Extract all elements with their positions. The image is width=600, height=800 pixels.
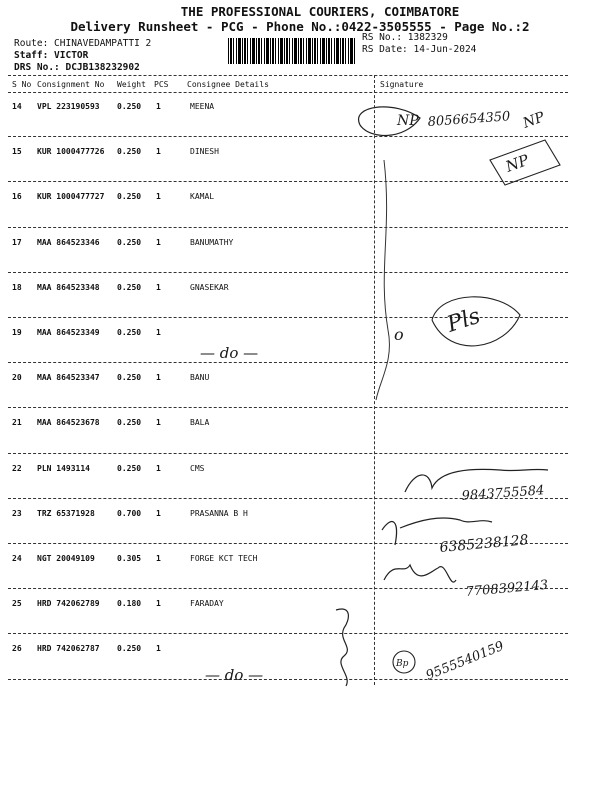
row-consignment: VPL 223190593 (37, 102, 100, 111)
col-consignee: Consignee Details (187, 80, 269, 89)
row-pcs: 1 (156, 102, 161, 111)
row-weight: 0.180 (117, 599, 142, 609)
row-weight: 0.250 (117, 418, 142, 428)
col-signature: Signature (380, 80, 424, 89)
rs-number: RS No.: 1382329 (362, 32, 448, 43)
row-separator (8, 317, 568, 318)
row-consignee: BANUMATHY (190, 237, 234, 247)
signature-26-number: 9555540159 (423, 638, 507, 684)
table-row (0, 593, 600, 637)
signature-22-number: 9843755584 (461, 483, 545, 504)
row-pcs: 1 (156, 282, 161, 292)
row-consignee: FARADAY (190, 599, 224, 609)
row-consignee: GNASEKAR (190, 282, 229, 292)
signature-24-number: 7708392143 (465, 577, 549, 600)
row-weight: 0.250 (117, 282, 142, 292)
row-weight: 0.250 (117, 644, 142, 654)
row-sno: 18 (12, 282, 22, 292)
table-row (0, 186, 600, 230)
row-separator (8, 588, 568, 589)
row-consignment: KUR 1000477727 (37, 192, 105, 202)
ditto-19: — do — (200, 344, 259, 362)
route-label: Route: CHINAVEDAMPATTI 2 (14, 38, 152, 49)
pls-mark: Pls (444, 303, 484, 338)
row-weight: 0.250 (117, 147, 142, 157)
row-weight: 0.250 (117, 192, 142, 202)
row-sno: 16 (12, 192, 22, 202)
row-sno: 19 (12, 328, 22, 337)
row-consignee: BANU (190, 373, 210, 383)
row-pcs: 1 (156, 599, 161, 609)
signature-26-initials: Bp (396, 659, 409, 669)
row-consignment: MAA 864523349 (37, 328, 100, 337)
row-consignment: HRD 742062789 (37, 599, 100, 609)
row-consignment: NGT 20049109 (37, 554, 95, 563)
row-weight: 0.250 (117, 373, 142, 383)
row-consignment: PLN 1493114 (37, 463, 90, 473)
table-row (0, 367, 600, 411)
barcode (228, 38, 355, 64)
row-weight: 0.305 (117, 554, 142, 563)
rs-date: RS Date: 14-Jun-2024 (362, 44, 477, 55)
row-weight: 0.250 (117, 102, 142, 111)
row-consignment: MAA 864523678 (37, 418, 100, 428)
table-row (0, 503, 600, 547)
row-sno: 15 (12, 147, 22, 157)
table-row (0, 277, 600, 321)
row-weight: 0.700 (117, 508, 142, 518)
np-number-14: 8056654350 (427, 109, 511, 130)
row-pcs: 1 (156, 644, 161, 654)
row-sno: 17 (12, 237, 22, 247)
row-pcs: 1 (156, 147, 161, 157)
row-consignment: MAA 864523347 (37, 373, 100, 383)
col-consignment: Consignment No (37, 80, 105, 89)
table-row (0, 548, 600, 592)
np-side-mark-14: NP (520, 109, 547, 132)
row-weight: 0.250 (117, 237, 142, 247)
table-row (0, 638, 600, 682)
col-sno: S No (12, 80, 32, 89)
row-sno: 21 (12, 418, 22, 428)
row-weight: 0.250 (117, 328, 142, 337)
row-sno: 20 (12, 373, 22, 383)
table-row (0, 322, 600, 366)
row-separator (8, 498, 568, 499)
row-consignment: MAA 864523346 (37, 237, 100, 247)
row-separator (8, 453, 568, 454)
row-pcs: 1 (156, 508, 161, 518)
row-separator (8, 272, 568, 273)
col-weight: Weight (117, 80, 146, 89)
company-title: THE PROFESSIONAL COURIERS, COIMBATORE (180, 4, 460, 19)
col-pcs: PCS (154, 80, 169, 89)
row-separator (8, 181, 568, 182)
header-top-rule (8, 75, 568, 76)
table-row (0, 96, 600, 140)
row-pcs: 1 (156, 554, 161, 563)
runsheet-subtitle: Delivery Runsheet - PCG - Phone No.:0422-3505555 - Page No.:2 (70, 19, 530, 34)
header-bottom-rule (8, 92, 568, 93)
row-pcs: 1 (156, 237, 161, 247)
row-pcs: 1 (156, 373, 161, 383)
table-row (0, 412, 600, 456)
signature-23-number: 6385238128 (438, 532, 530, 556)
row-sno: 24 (12, 554, 22, 563)
row-consignee: FORGE KCT TECH (190, 554, 258, 563)
staff-label: Staff: VICTOR (14, 50, 89, 61)
row-consignee: BALA (190, 418, 210, 428)
row-consignment: MAA 864523348 (37, 282, 100, 292)
row-sno: 23 (12, 508, 22, 518)
row-consignee: KAMAL (190, 192, 215, 202)
ditto-stroke-19: o (394, 325, 404, 344)
row-separator (8, 543, 568, 544)
row-consignment: TRZ 65371928 (37, 508, 95, 518)
row-pcs: 1 (156, 463, 161, 473)
row-separator (8, 136, 568, 137)
row-weight: 0.250 (117, 463, 142, 473)
row-pcs: 1 (156, 328, 161, 337)
row-pcs: 1 (156, 192, 161, 202)
np-mark-15: NP (503, 150, 532, 176)
row-sno: 26 (12, 644, 22, 654)
row-separator (8, 407, 568, 408)
row-consignment: HRD 742062787 (37, 644, 100, 654)
row-consignee: CMS (190, 463, 205, 473)
drs-number: DRS No.: DCJB138232902 (14, 62, 140, 73)
row-separator (8, 362, 568, 363)
row-sno: 22 (12, 463, 22, 473)
table-row (0, 458, 600, 502)
row-consignee: DINESH (190, 147, 219, 157)
row-separator (8, 227, 568, 228)
row-separator (8, 679, 568, 680)
row-separator (8, 633, 568, 634)
table-row (0, 141, 600, 185)
row-sno: 14 (12, 102, 22, 111)
table-row (0, 232, 600, 276)
row-sno: 25 (12, 599, 22, 609)
np-mark-14: NP (397, 113, 419, 129)
row-pcs: 1 (156, 418, 161, 428)
row-consignment: KUR 1000477726 (37, 147, 105, 157)
row-consignee: MEENA (190, 102, 215, 111)
ditto-26: — do — (205, 666, 264, 684)
row-consignee: PRASANNA B H (190, 508, 248, 518)
